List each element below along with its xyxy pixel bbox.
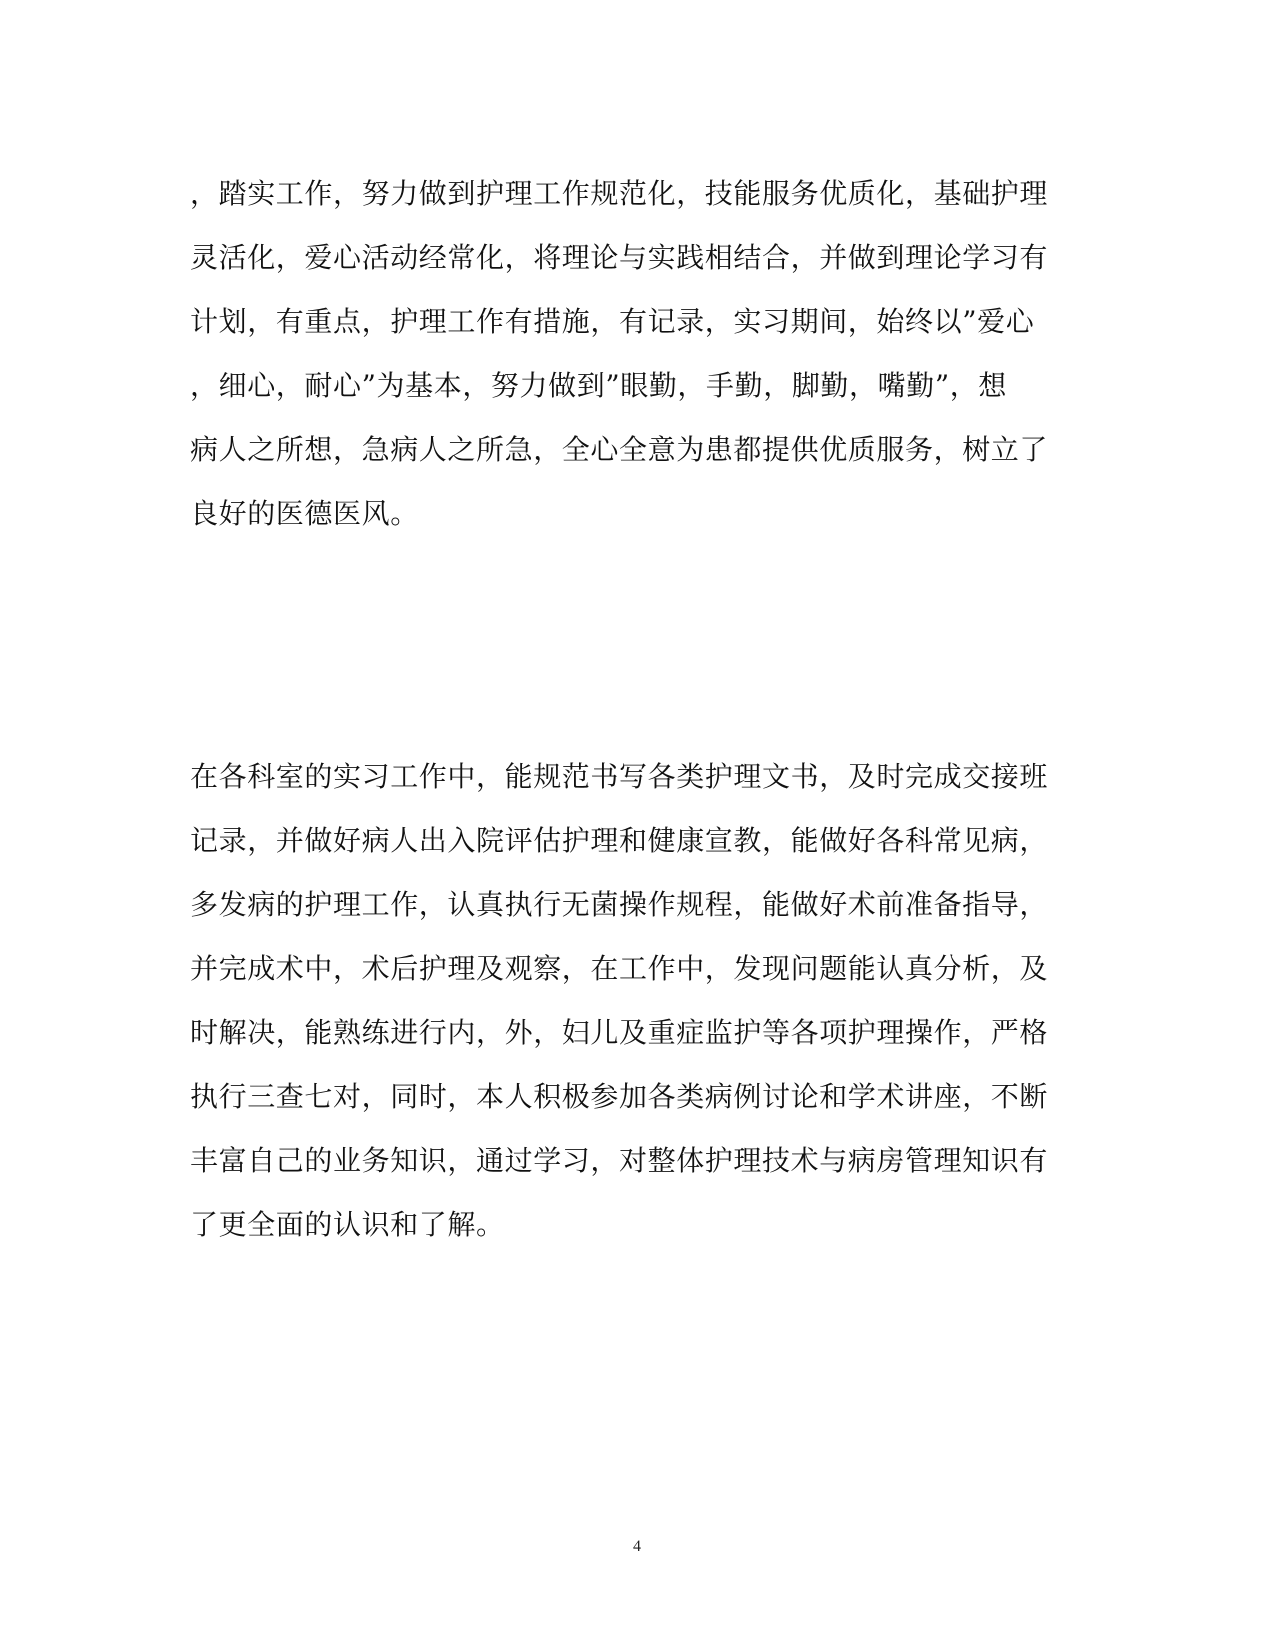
paragraph-line: 丰富自己的业务知识，通过学习，对整体护理技术与病房管理知识有 xyxy=(190,1144,1049,1177)
paragraph-line: 灵活化，爱心活动经常化，将理论与实践相结合，并做到理论学习有 xyxy=(190,241,1049,274)
paragraph-line: 记录，并做好病人出入院评估护理和健康宣教，能做好各科常见病， xyxy=(190,824,1049,857)
paragraph-2 xyxy=(190,745,1070,1257)
paragraph-line: 时解决，能熟练进行内，外，妇儿及重症监护等各项护理操作，严格 xyxy=(190,1016,1049,1049)
page-number: 4 xyxy=(633,1538,641,1555)
paragraph-line: 良好的医德医风。 xyxy=(190,497,419,530)
paragraph-line: 在各科室的实习工作中，能规范书写各类护理文书，及时完成交接班 xyxy=(190,760,1049,793)
paragraph-line: ，细心，耐心”为基本，努力做到”眼勤，手勤，脚勤，嘴勤”，想 xyxy=(190,369,1007,402)
paragraph-line: 了更全面的认识和了解。 xyxy=(190,1208,505,1241)
paragraph-line: 病人之所想，急病人之所急，全心全意为患都提供优质服务，树立了 xyxy=(190,433,1049,466)
paragraph-line: 执行三查七对，同时，本人积极参加各类病例讨论和学术讲座，不断 xyxy=(190,1080,1049,1113)
paragraph-line: 计划，有重点，护理工作有措施，有记录，实习期间，始终以”爱心 xyxy=(190,305,1035,338)
paragraph-line: ，踏实工作，努力做到护理工作规范化，技能服务优质化，基础护理 xyxy=(190,177,1049,210)
paragraph-line: 多发病的护理工作，认真执行无菌操作规程，能做好术前准备指导， xyxy=(190,888,1049,921)
paragraph-1 xyxy=(190,162,1070,546)
paragraph-line: 并完成术中，术后护理及观察，在工作中，发现问题能认真分析，及 xyxy=(190,952,1049,985)
